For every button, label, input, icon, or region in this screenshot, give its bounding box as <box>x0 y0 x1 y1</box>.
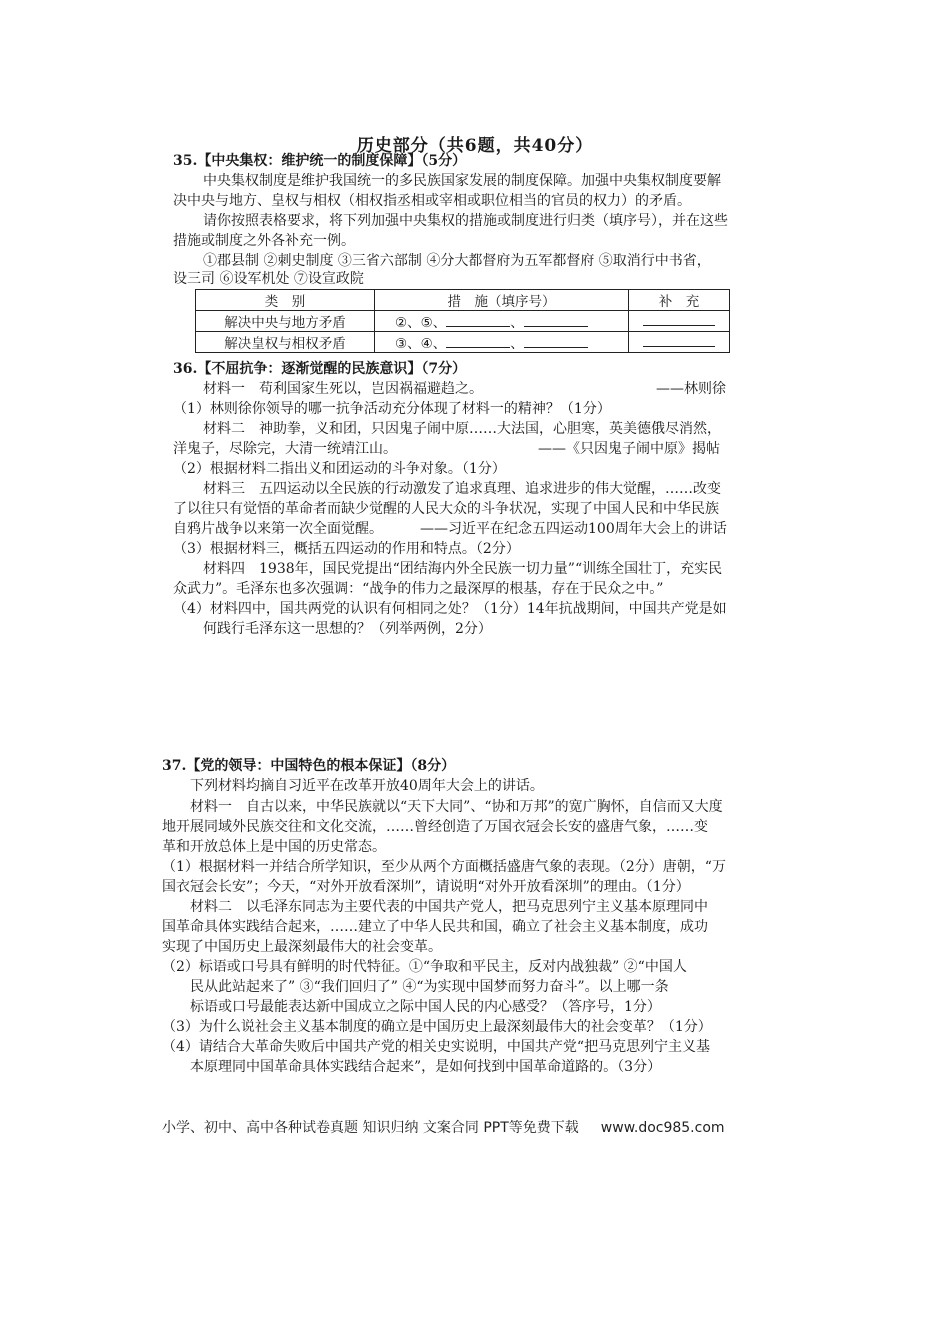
table-cell-category: 解决皇权与相权矛盾 <box>196 332 375 353</box>
q37-subquestion-4-line-1: （4）请结合大革命失败后中国共产党的相关史实说明，中国共产党“把马克思列宁主义基 <box>162 1039 711 1055</box>
answer-blank[interactable] <box>446 314 510 327</box>
answer-blank[interactable] <box>446 335 510 348</box>
q37-subquestion-1-line-2: 国衣冠会长安”；今天，“对外开放看深圳”，请说明“对外开放看深圳”的理由。（1分） <box>162 879 690 895</box>
q37-material-1-line-2: 地开展同域外民族交往和文化交流，……曾经创造了万国衣冠会长安的盛唐气象，……变 <box>162 819 708 835</box>
q36-material-1-source: ——林则徐 <box>656 381 726 397</box>
q35-heading: 35.【中央集权：维护统一的制度保障】（5分） <box>173 153 467 169</box>
section-title: 历史部分（共6题，共40分） <box>356 136 594 156</box>
table-header-category: 类 别 <box>196 290 375 311</box>
q35-options-line-1: ①郡县制 ②刺史制度 ③三省六部制 ④分大都督府为五军都督府 ⑤取消行中书省， <box>203 253 711 269</box>
table-cell-supplement <box>629 311 730 332</box>
q37-material-1-line-3: 革和开放总体上是中国的历史常态。 <box>162 839 386 855</box>
footer <box>162 1117 725 1137</box>
table-cell-supplement <box>629 332 730 353</box>
answer-blank[interactable] <box>643 334 715 347</box>
q36-material-3-line-3: 自鸦片战争以来第一次全面觉醒。 <box>173 521 383 537</box>
table-row <box>196 311 730 332</box>
blank-separator: 、 <box>510 315 524 331</box>
q36-material-3-line-2: 了以往只有觉悟的革命者而缺少觉醒的人民大众的斗争状况，实现了中国人民和中华民族 <box>173 501 719 517</box>
q36-subquestion-1: （1）林则徐你领导的哪一抗争活动充分体现了材料一的精神？（1分） <box>173 401 611 417</box>
answer-blank[interactable] <box>643 313 715 326</box>
q37-material-2-line-2: 国革命具体实践结合起来，……建立了中华人民共和国，确立了社会主义基本制度，成功 <box>162 919 708 935</box>
q36-material-1: 材料一 苟利国家生死以，岂因祸福避趋之。 <box>203 381 483 397</box>
answer-blank[interactable] <box>524 314 588 327</box>
table-cell-measures <box>375 311 629 332</box>
q36-subquestion-4-line-1: （4）材料四中，国共两党的认识有何相同之处？（1分）14年抗战期间，中国共产党是如 <box>173 601 727 617</box>
q35-options-line-2: 设三司 ⑥设军机处 ⑦设宣政院 <box>173 271 364 287</box>
table-header-measures: 措 施（填序号） <box>375 290 629 311</box>
q37-material-2-line-3: 实现了中国历史上最深刻最伟大的社会变革。 <box>162 939 442 955</box>
q37-subquestion-1-line-1: （1）根据材料一并结合所学知识，至少从两个方面概括盛唐气象的表现。（2分）唐朝，“万 <box>162 859 726 875</box>
q37-heading: 37.【党的领导：中国特色的根本保证】（8分） <box>162 758 456 774</box>
q36-material-2-line-1: 材料二 神助拳，义和团，只因鬼子闹中原……大法国，心胆寒，英美德俄尽消然， <box>203 421 721 437</box>
table-row <box>196 332 730 353</box>
footer-text: 小学、初中、高中各种试卷真题 知识归纳 文案合同 PPT等免费下载 <box>162 1120 579 1136</box>
q37-intro: 下列材料均摘自习近平在改革开放40周年大会上的讲话。 <box>190 778 544 794</box>
filled-measures: ③、④、 <box>395 336 447 352</box>
q36-material-2-line-2: 洋鬼子，尽除完，大清一统靖江山。 <box>173 441 397 457</box>
q35-intro-line-2: 决中央与地方、皇权与相权（相权指丞相或宰相或职位相当的官员的权力）的矛盾。 <box>173 193 691 209</box>
q36-material-4-line-1: 材料四 1938年，国民党提出“团结海内外全民族一切力量”“训练全国壮丁，充实民 <box>203 561 723 577</box>
table-cell-category: 解决中央与地方矛盾 <box>196 311 375 332</box>
q36-subquestion-3: （3）根据材料三，概括五四运动的作用和特点。（2分） <box>173 541 520 557</box>
q36-heading: 36.【不屈抗争：逐渐觉醒的民族意识】（7分） <box>173 361 467 377</box>
q37-subquestion-2-line-3: 标语或口号最能表达新中国成立之际中国人民的内心感受？（答序号，1分） <box>190 999 661 1015</box>
q37-subquestion-4-line-2: 本原理同中国革命具体实践结合起来”，是如何找到中国革命道路的。（3分） <box>190 1059 662 1075</box>
q37-subquestion-2-line-1: （2）标语或口号具有鲜明的时代特征。①“争取和平民主，反对内战独裁” ②“中国人 <box>162 959 687 975</box>
q35-intro-line-1: 中央集权制度是维护我国统一的多民族国家发展的制度保障。加强中央集权制度要解 <box>203 173 721 189</box>
table-header-supplement: 补 充 <box>629 290 730 311</box>
q37-material-2-line-1: 材料二 以毛泽东同志为主要代表的中国共产党人，把马克思列宁主义基本原理同中 <box>190 899 708 915</box>
q36-material-3-line-1: 材料三 五四运动以全民族的行动激发了追求真理、追求进步的伟大觉醒，……改变 <box>203 481 721 497</box>
q37-subquestion-3: （3）为什么说社会主义基本制度的确立是中国历史上最深刻最伟大的社会变革？（1分） <box>162 1019 712 1035</box>
q36-subquestion-4-line-2: 何践行毛泽东这一思想的？（列举两例，2分） <box>203 621 492 637</box>
q36-material-3-source: ——习近平在纪念五四运动100周年大会上的讲话 <box>420 521 727 537</box>
table-cell-measures <box>375 332 629 353</box>
q36-material-2-source: ——《只因鬼子闹中原》揭帖 <box>538 441 720 457</box>
q37-subquestion-2-line-2: 民从此站起来了” ③“我们回归了” ④“为实现中国梦而努力奋斗”。以上哪一条 <box>190 979 669 995</box>
q35-task-line-1: 请你按照表格要求，将下列加强中央集权的措施或制度进行归类（填序号），并在这些 <box>203 213 728 229</box>
blank-separator: 、 <box>510 336 524 352</box>
footer-url-link[interactable]: www.doc985.com <box>600 1120 725 1136</box>
filled-measures: ②、⑤、 <box>395 315 447 331</box>
q37-material-1-line-1: 材料一 自古以来，中华民族就以“天下大同”、“协和万邦”的宽广胸怀，自信而又大度 <box>190 799 723 815</box>
table-header-row <box>196 290 730 311</box>
classification-table <box>195 289 730 353</box>
answer-blank[interactable] <box>524 335 588 348</box>
q36-material-4-line-2: 众武力”。毛泽东也多次强调：“战争的伟力之最深厚的根基，存在于民众之中。” <box>173 581 664 597</box>
q35-task-line-2: 措施或制度之外各补充一例。 <box>173 233 355 249</box>
q36-subquestion-2: （2）根据材料二指出义和团运动的斗争对象。（1分） <box>173 461 506 477</box>
